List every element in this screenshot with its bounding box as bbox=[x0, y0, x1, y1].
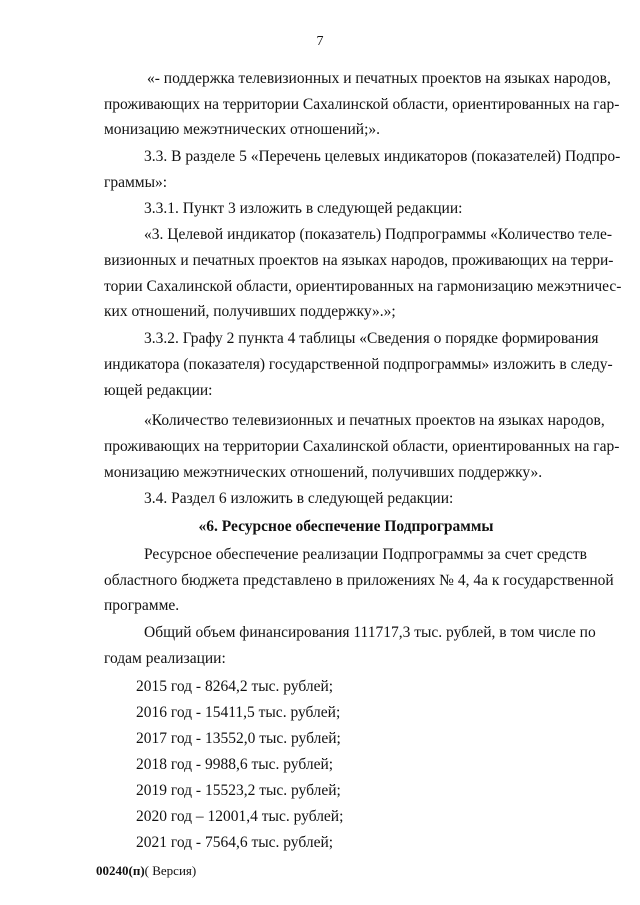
text-line: «Количество телевизионных и печатных проектов на языках народов, bbox=[144, 412, 605, 429]
text-line: проживающих на территории Сахалинской области, ориентированных на гар- bbox=[104, 96, 620, 113]
text-line: Общий объем финансирования 111717,3 тыс. рублей, в том числе по bbox=[144, 624, 596, 641]
text-line: 3.3. В разделе 5 «Перечень целевых индикаторов (показателей) Подпро- bbox=[144, 148, 621, 165]
text-line: 3.3.2. Графу 2 пункта 4 таблицы «Сведения о порядке формирования bbox=[144, 330, 599, 347]
text-line: ких отношений, получивших поддержку».»; bbox=[104, 303, 396, 320]
text-line: годам реализации: bbox=[104, 650, 226, 667]
text-line: 3.3.1. Пункт 3 изложить в следующей редакции: bbox=[144, 200, 463, 217]
text-line: областного бюджета представлено в приложениях № 4, 4а к государственной bbox=[104, 572, 614, 589]
text-line: граммы»: bbox=[104, 174, 168, 191]
page-number: 7 bbox=[316, 34, 324, 49]
document-version: ( Версия) bbox=[144, 863, 197, 878]
text-line: монизацию межэтнических отношений;». bbox=[104, 121, 380, 138]
text-line: ющей редакции: bbox=[104, 382, 213, 399]
list-item: 2018 год - 9988,6 тыс. рублей; bbox=[136, 756, 334, 773]
text-line: индикатора (показателя) государственной подпрограммы» изложить в следу- bbox=[104, 356, 613, 373]
list-item: 2021 год - 7564,6 тыс. рублей; bbox=[136, 834, 334, 851]
text-line: «- поддержка телевизионных и печатных проектов на языках народов, bbox=[147, 70, 611, 87]
text-line: программе. bbox=[104, 597, 180, 614]
list-item: 2015 год - 8264,2 тыс. рублей; bbox=[136, 678, 334, 695]
text-line: Ресурсное обеспечение реализации Подпрограммы за счет средств bbox=[144, 546, 587, 563]
list-item: 2019 год - 15523,2 тыс. рублей; bbox=[136, 782, 341, 799]
text-line: 3.4. Раздел 6 изложить в следующей редакции: bbox=[144, 490, 454, 507]
text-line: тории Сахалинской области, ориентированных на гармонизацию межэтничес- bbox=[104, 278, 622, 295]
text-line: визионных и печатных проектов на языках народов, проживающих на терри- bbox=[104, 252, 614, 269]
document-footer bbox=[96, 863, 196, 879]
list-item: 2017 год - 13552,0 тыс. рублей; bbox=[136, 730, 341, 747]
text-line: проживающих на территории Сахалинской области, ориентированных на гар- bbox=[104, 438, 620, 455]
list-item: 2016 год - 15411,5 тыс. рублей; bbox=[136, 704, 341, 721]
text-line: «3. Целевой индикатор (показатель) Подпрограммы «Количество теле- bbox=[144, 226, 612, 243]
list-item: 2020 год – 12001,4 тыс. рублей; bbox=[136, 808, 344, 825]
text-line: монизацию межэтнических отношений, получивших поддержку». bbox=[104, 464, 543, 481]
document-code: 00240(п) bbox=[96, 863, 145, 878]
section-heading: «6. Ресурсное обеспечение Подпрограммы bbox=[198, 518, 494, 535]
